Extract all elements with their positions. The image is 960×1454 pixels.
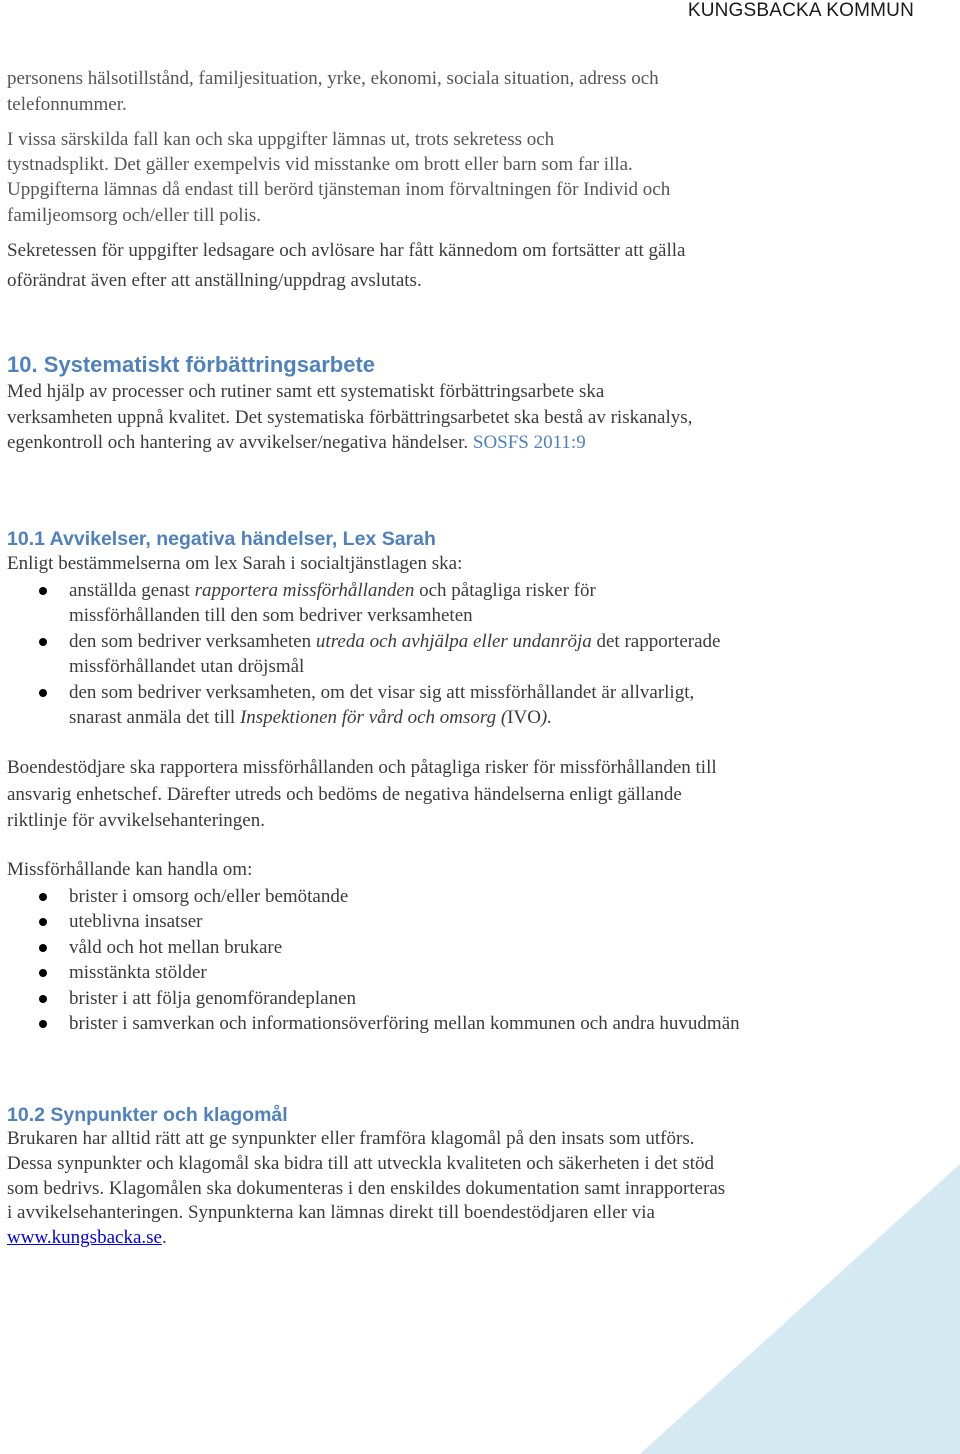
list-item: brister i att följa genomförandeplanen bbox=[7, 986, 747, 1012]
list-text-italic: Inspektionen för vård och omsorg ( bbox=[239, 707, 508, 728]
bullet-icon bbox=[39, 918, 47, 926]
missforhallande-lead: Missförhållande kan handla om: bbox=[7, 859, 253, 880]
list-item: våld och hot mellan brukare bbox=[7, 935, 747, 961]
intro-line-2: tystnadsplikt. Det gäller exempelvis vid misstanke om brott eller barn som far illa. bbox=[7, 153, 633, 175]
bullet-icon bbox=[39, 893, 47, 901]
list-item bbox=[7, 629, 727, 680]
list-item bbox=[7, 680, 727, 731]
list-text: den som bedriver verksamheten, om det visar sig att missförhållandet är allvarligt, snarast anmäla det till bbox=[69, 681, 695, 728]
list-text: och påtagliga risker för missförhållanden till den som bedriver verksamheten bbox=[69, 579, 596, 626]
lex-sarah-list bbox=[7, 578, 727, 731]
section-10-title: 10. Systematiskt förbättringsarbete bbox=[7, 352, 376, 377]
section-10-1-title: 10.1 Avvikelser, negativa händelser, Lex Sarah bbox=[7, 528, 436, 550]
header-org: KUNGSBACKA KOMMUN bbox=[687, 0, 914, 21]
intro-paragraph-2 bbox=[7, 127, 747, 228]
intro-line-3: Uppgifterna lämnas då endast till berörd tjänsteman inom förvaltningen för Individ och familjeomsorg och/eller till polis. bbox=[7, 179, 671, 226]
bullet-icon bbox=[39, 587, 47, 595]
report-paragraph: Boendestödjare ska rapportera missförhållanden och påtagliga risker för missförhållanden till ansvarig enhetschef. Därefter utreds och bedöms de negativa händelserna enligt gällande riktlinje för avvikelsehanteringen. bbox=[7, 757, 717, 831]
section-10-text: Med hjälp av processer och rutiner samt ett systematiskt förbättringsarbete ska verksamheten uppnå kvalitet. Det systematiska förbättringsarbetet ska bestå av riskanalys, egenkontroll och hantering av avvikelser/negativa händelser. bbox=[7, 381, 693, 453]
missforhallande-section bbox=[7, 857, 747, 1037]
list-text: IVO bbox=[507, 707, 541, 728]
list-text: det rapporterade missförhållandet utan dröjsmål bbox=[69, 630, 721, 677]
kungsbacka-link[interactable]: www.kungsbacka.se bbox=[7, 1227, 162, 1249]
bullet-icon bbox=[39, 969, 47, 977]
corner-decoration bbox=[640, 1154, 960, 1454]
missforhallande-list bbox=[7, 884, 747, 1037]
list-item: brister i samverkan och informationsöverföring mellan kommunen och andra huvudmän bbox=[7, 1011, 747, 1037]
list-item: misstänkta stölder bbox=[7, 960, 747, 986]
section-10-2-title: 10.2 Synpunkter och klagomål bbox=[7, 1104, 288, 1126]
section-10-2-body: Brukaren har alltid rätt att ge synpunkter eller framföra klagomål på den insats som utförs. Dessa synpunkter och klagomål ska bidra till att utveckla kvaliteten och säkerheten i det stöd som bedrivs. Klagomålen ska dokumenteras i den enskildes dokumentation samt inrapporteras i avvikelsehanteringen. Synpunkterna kan lämnas direkt till boendestödjaren eller via www.kungsbacka.se. bbox=[7, 1128, 726, 1249]
list-item: uteblivna insatser bbox=[7, 909, 747, 935]
intro-paragraph-3: Sekretessen för uppgifter ledsagare och avlösare har fått kännedom om fortsätter att gälla oförändrat även efter att anställning/uppdrag avslutats. bbox=[7, 240, 686, 291]
list-text: anställda genast bbox=[69, 579, 195, 601]
intro-line-1: I vissa särskilda fall kan och ska uppgifter lämnas ut, trots sekretess och bbox=[7, 129, 555, 150]
list-text: den som bedriver verksamheten bbox=[69, 630, 316, 652]
intro-paragraph-1: personens hälsotillstånd, familjesituation, yrke, ekonomi, sociala situation, adress och telefonnummer. bbox=[7, 68, 659, 115]
section-10-1-body bbox=[7, 551, 727, 731]
section-10-2-text: Brukaren har alltid rätt att ge synpunkter eller framföra klagomål på den insats som utförs. Dessa synpunkter och klagomål ska bidra till att utveckla kvaliteten och säkerheten i det stöd som bedrivs. Klagomålen ska dokumenteras i den enskildes dokumentation samt inrapporteras i avvikelsehanteringen. Synpunkterna kan lämnas direkt till boendestödjaren eller via bbox=[7, 1128, 726, 1224]
corner-triangle-shape bbox=[640, 1164, 960, 1454]
bullet-icon bbox=[39, 1020, 47, 1028]
bullet-icon bbox=[39, 944, 47, 952]
list-text-italic: utreda och avhjälpa eller undanröja bbox=[315, 630, 592, 652]
sosfs-reference: SOSFS 2011:9 bbox=[472, 432, 586, 453]
list-item: brister i omsorg och/eller bemötande bbox=[7, 884, 747, 910]
list-text-italic: ). bbox=[540, 707, 552, 728]
bullet-icon bbox=[39, 638, 47, 646]
bullet-icon bbox=[39, 689, 47, 697]
bullet-icon bbox=[39, 995, 47, 1003]
list-text-italic: rapportera missförhållanden bbox=[194, 579, 415, 601]
lex-sarah-lead: Enligt bestämmelserna om lex Sarah i socialtjänstlagen ska: bbox=[7, 553, 463, 574]
section-10-body bbox=[7, 379, 707, 456]
list-item bbox=[7, 578, 727, 629]
